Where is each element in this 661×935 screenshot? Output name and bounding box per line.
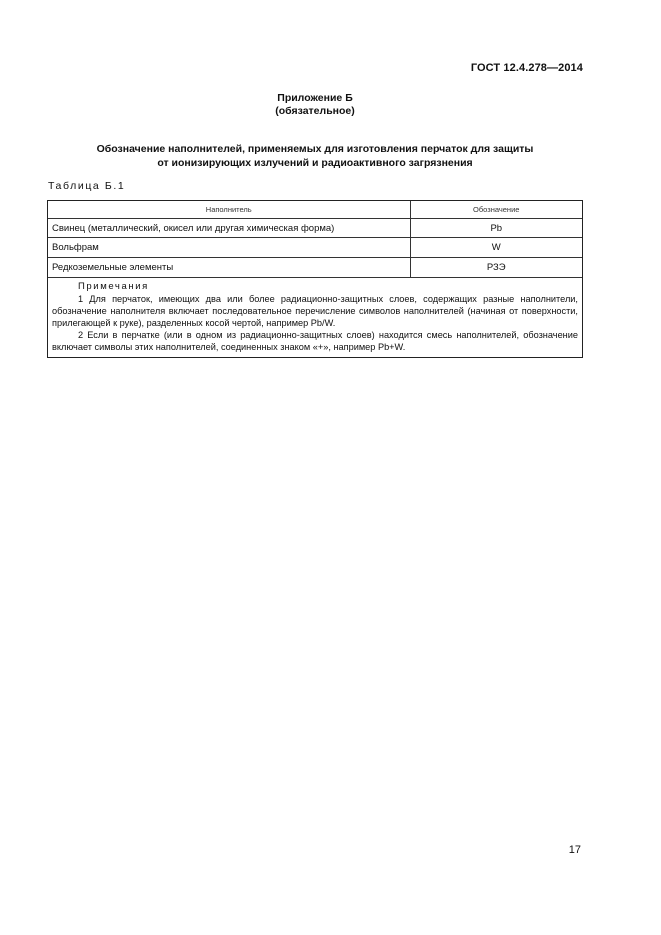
filler-cell: Редкоземельные элементы [48, 258, 410, 278]
appendix-heading [0, 92, 630, 118]
filler-cell: Вольфрам [48, 238, 410, 258]
table-caption: Таблица Б.1 [48, 180, 126, 192]
column-header-filler: Наполнитель [48, 201, 410, 219]
table-row [48, 258, 582, 278]
code-cell: Pb [410, 219, 582, 238]
document-title-line-2: от ионизирующих излучений и радиоактивного загрязнения [157, 157, 473, 169]
fillers-table [47, 200, 583, 358]
table-row [48, 238, 582, 258]
note-1: 1 Для перчаток, имеющих два или более радиационно-защитных слоев, содержащих разные наполнители, обозначение наполнителя включает последовательное перечисление символов наполнителей (начиная от поверхности, прилегающей к руке), разделенных косой чертой, например Pb/W. [52, 294, 578, 328]
notes-row [48, 278, 582, 358]
table-header-row [48, 201, 582, 219]
document-title [0, 142, 630, 170]
standard-code: ГОСТ 12.4.278—2014 [470, 62, 583, 74]
appendix-status: (обязательное) [275, 105, 355, 117]
notes-title: Примечания [78, 281, 149, 292]
page-number: 17 [568, 844, 581, 856]
note-2: 2 Если в перчатке (или в одном из радиационно-защитных слоев) находится смесь наполнителей, обозначение включает символы этих наполнителей, соединенных знаком «+», например Pb+W. [52, 330, 578, 352]
code-cell: РЗЭ [410, 258, 582, 278]
document-title-line-1: Обозначение наполнителей, применяемых для изготовления перчаток для защиты [96, 143, 534, 155]
table-row [48, 219, 582, 238]
filler-cell: Свинец (металлический, окисел или другая химическая форма) [48, 219, 410, 238]
column-header-code: Обозначение [410, 201, 582, 219]
code-cell: W [410, 238, 582, 258]
appendix-title: Приложение Б [277, 92, 353, 104]
notes-cell [48, 278, 582, 358]
